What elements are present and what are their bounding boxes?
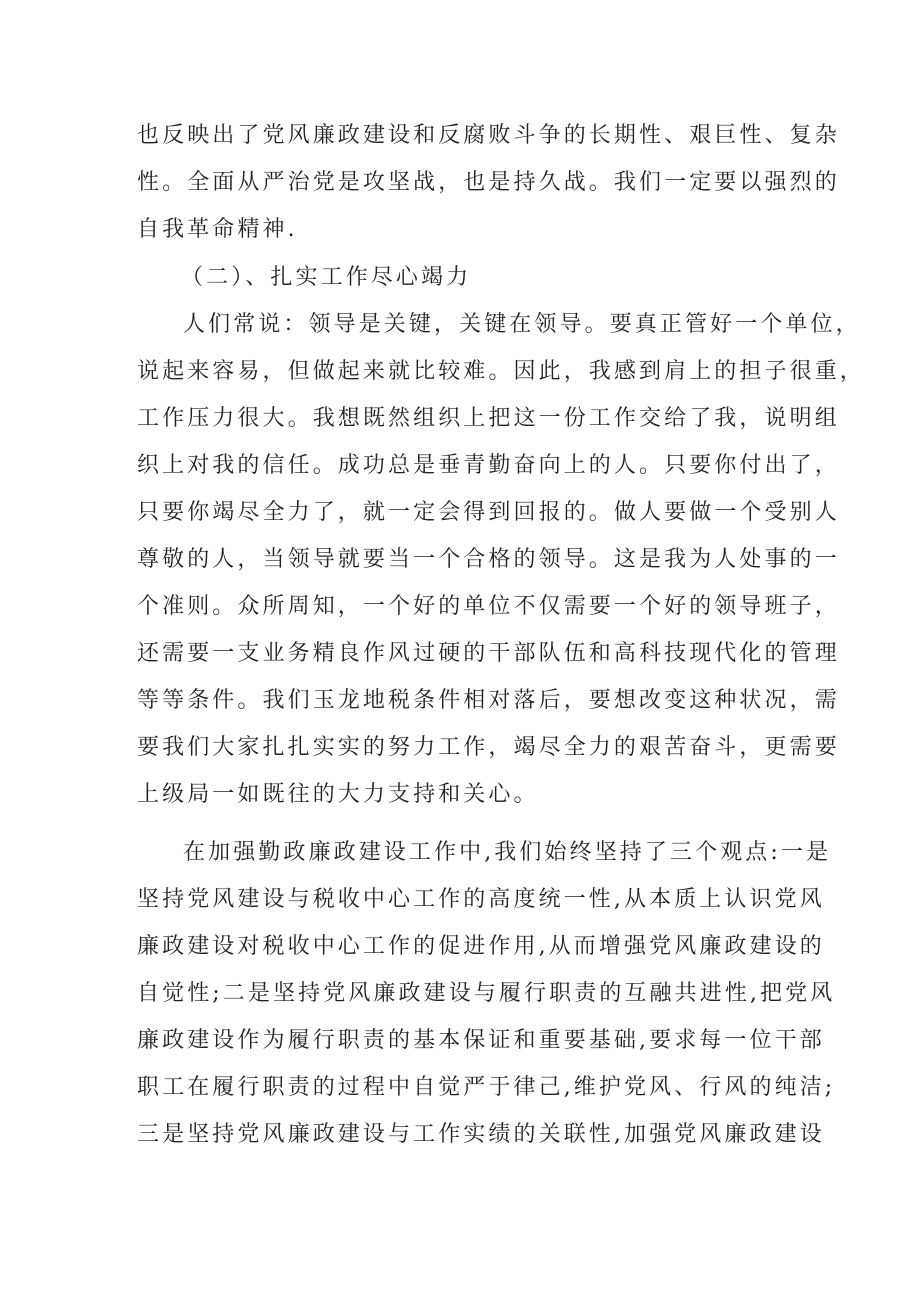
text-line: 性。全面从严治党是攻坚战，也是持久战。我们一定要以强烈的 bbox=[137, 170, 840, 195]
text-line: 职工在履行职责的过程中自觉严于律己,维护党风、行风的纯洁; bbox=[137, 1075, 836, 1100]
text-line: 坚持党风建设与税收中心工作的高度统一性,从本质上认识党风 bbox=[137, 887, 825, 912]
text-line: 个准则。众所周知，一个好的单位不仅需要一个好的领导班子， bbox=[137, 594, 840, 619]
text-line: 说起来容易，但做起来就比较难。因此，我感到肩上的担子很重， bbox=[137, 359, 865, 384]
text-line: 自我革命精神. bbox=[137, 217, 298, 242]
text-line: 在加强勤政廉政建设工作中,我们始终坚持了三个观点:一是 bbox=[183, 840, 832, 865]
text-line: 廉政建设作为履行职责的基本保证和重要基础,要求每一位干部 bbox=[137, 1028, 825, 1053]
text-line: 尊敬的人，当领导就要当一个合格的领导。这是我为人处事的一 bbox=[137, 547, 840, 572]
text-line: 人们常说：领导是关键，关键在领导。要真正管好一个单位， bbox=[183, 312, 861, 337]
text-line: 自觉性;二是坚持党风廉政建设与履行职责的互融共进性,把党风 bbox=[137, 981, 836, 1006]
text-line: 等等条件。我们玉龙地税条件相对落后，要想改变这种状况，需 bbox=[137, 688, 840, 713]
text-line: 上级局一如既往的大力支持和关心。 bbox=[137, 782, 539, 807]
text-line: 只要你竭尽全力了，就一定会得到回报的。做人要做一个受别人 bbox=[137, 500, 840, 525]
text-line: 三是坚持党风廉政建设与工作实绩的关联性,加强党风廉政建设 bbox=[137, 1122, 825, 1147]
text-line: 廉政建设对税收中心工作的促进作用,从而增强党风廉政建设的 bbox=[137, 934, 825, 959]
text-line: 也反映出了党风廉政建设和反腐败斗争的长期性、艰巨性、复杂 bbox=[137, 123, 840, 148]
text-line: 要我们大家扎扎实实的努力工作，竭尽全力的艰苦奋斗，更需要 bbox=[137, 735, 840, 760]
section-heading: （二）、扎实工作尽心竭力 bbox=[181, 265, 472, 290]
text-line: 工作压力很大。我想既然组织上把这一份工作交给了我，说明组 bbox=[137, 406, 840, 431]
text-line: 织上对我的信任。成功总是垂青勤奋向上的人。只要你付出了， bbox=[137, 453, 840, 478]
text-line: 还需要一支业务精良作风过硬的干部队伍和高科技现代化的管理 bbox=[137, 641, 840, 666]
